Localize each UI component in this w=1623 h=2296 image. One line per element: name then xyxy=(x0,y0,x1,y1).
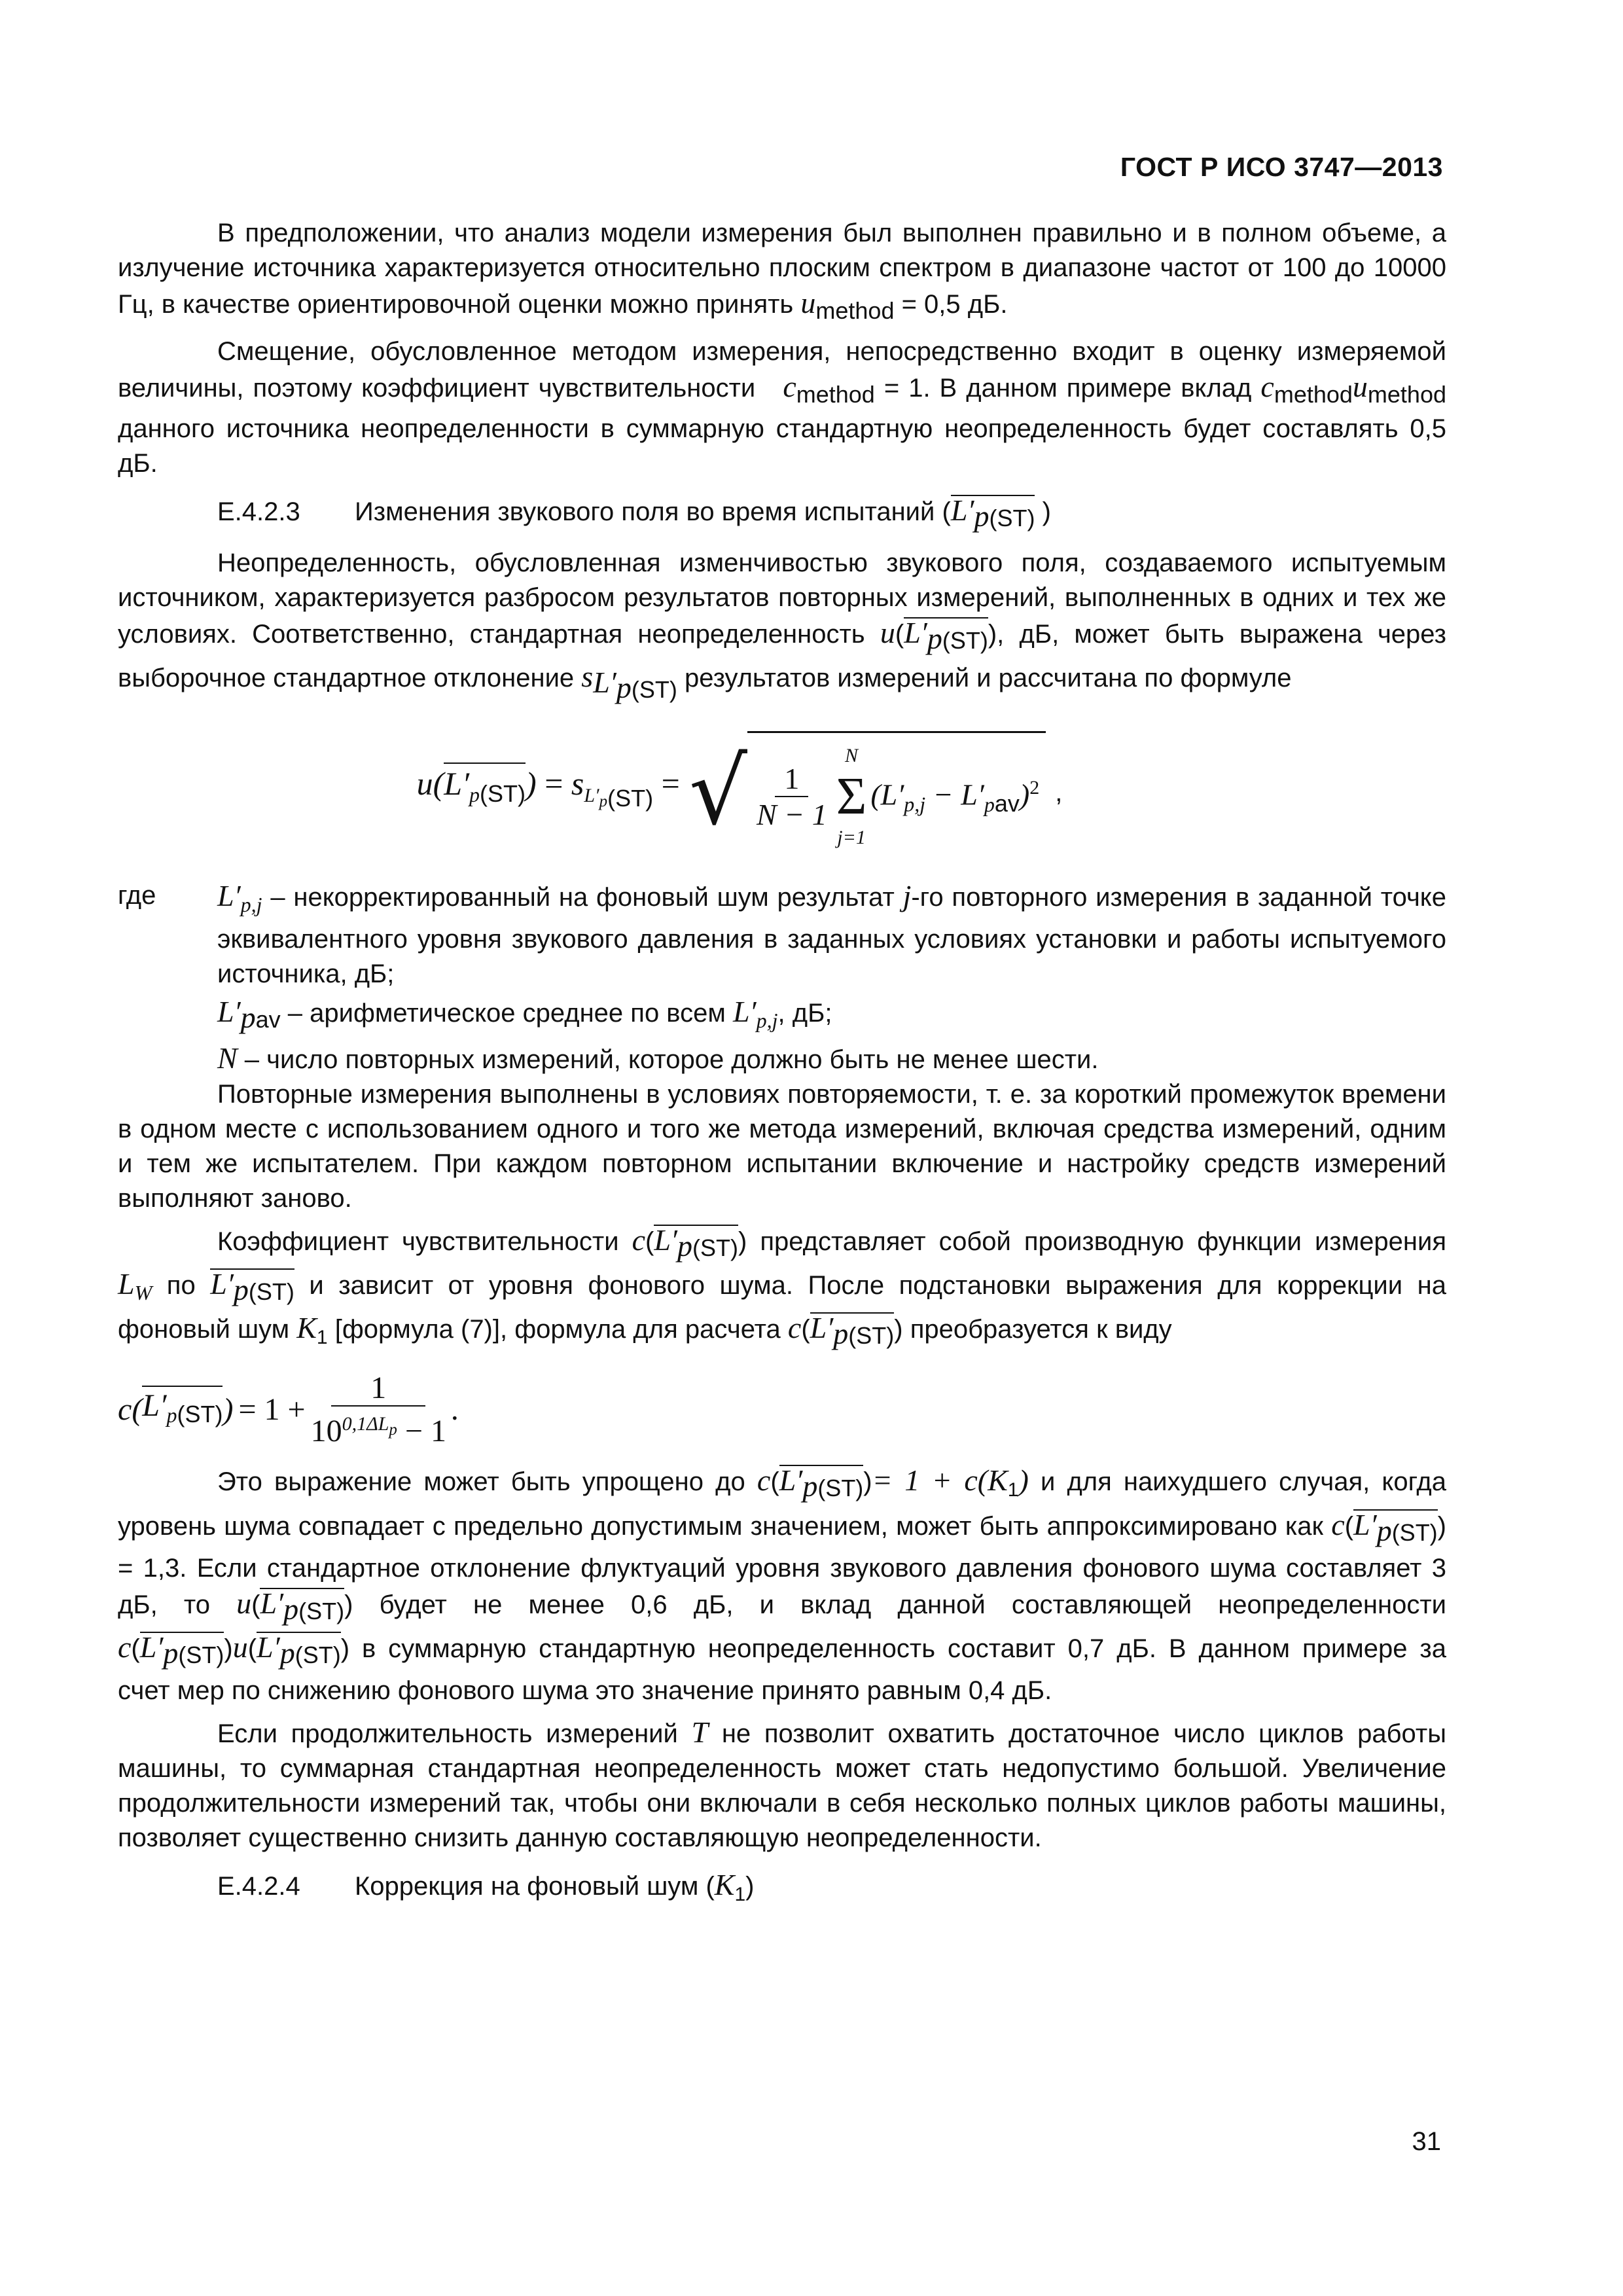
section-heading-e424 xyxy=(217,1867,1446,1912)
formula-comma: , xyxy=(1055,778,1063,807)
math-symbol: L′ xyxy=(904,616,927,649)
paragraph-duration: Если продолжительность измерений T не позволит охватить достаточное число циклов работы машины, то суммарная стандартная неопределенность может стать недопустимо большой. Увеличение продолжительности измерений так, чтобы они включали в себя несколько полных циклов работы машины, позволяет существенно снизить данную составляющую неопределенности. xyxy=(118,1715,1446,1852)
paragraph-text: Смещение, обусловленное методом измерения, непосредственно входит в оценку измеряемой величины, поэтому коэффициент чувствительности xyxy=(118,337,1446,403)
standard-header: ГОСТ Р ИСО 3747—2013 xyxy=(1120,152,1443,182)
math-symbol: u xyxy=(800,286,816,319)
paragraph-simplification: Это выражение может быть упрощено до $c(L'_{p(ST)})= 1 + c(K_1)$ и для наихудшего случая, когда уровень шума совпадает с предельно допустимым значением, может быть аппроксимировано как $c(L'_{p(ST)}) = 1,3$. Если стандартное отклонение флуктуаций уровня звукового давления фонового шума составляет 3 дБ, то $u(L'_{p(ST)})$ будет не менее 0,6 дБ, и вклад данной составляющей неопределенности $c(L'_{p(ST)})u(L'_{p(ST)})$ в суммарную стандартную неопределенность составит 0,7 дБ. В данном примере за счет мер по снижению фонового шума это значение принято равным 0,4 дБ. xyxy=(118,1463,1447,1705)
fraction-denominator: N − 1 xyxy=(757,797,827,831)
math-symbol: L′ xyxy=(950,493,974,527)
section-heading-e423 xyxy=(217,493,1446,537)
sqrt-radical: √ xyxy=(688,739,748,846)
paragraph-sensitivity xyxy=(118,334,1446,481)
math-subscript: method xyxy=(1367,381,1446,408)
math-subscript: method xyxy=(796,381,875,408)
paragraph-text: В предположении, что анализ модели измерения был выполнен правильно и в полном объеме, а излучение источника характеризуется относительно плоским спектром в диапазоне частот от 100 до 10000 Гц, в качестве ориентировочной оценки можно принять xyxy=(118,219,1446,319)
where-label: где xyxy=(118,880,156,910)
math-subscript: 1 xyxy=(734,1883,746,1905)
section-title: Изменения звукового поля во время испытаний ( xyxy=(355,497,951,526)
math-symbol: u xyxy=(880,616,895,649)
paragraph-text: данного источника неопределенности в суммарную стандартную неопределенность будет составлять 0,5 дБ. xyxy=(118,414,1446,478)
section-number: Е.4.2.4 xyxy=(217,1871,300,1901)
overlined-symbol xyxy=(950,493,1035,533)
formula-fraction xyxy=(757,761,827,832)
sum-upper-limit: N xyxy=(845,744,859,766)
definitions-list xyxy=(118,878,1446,1077)
overlined-symbol xyxy=(904,616,988,655)
formula-fraction: $\frac{1}{10^{0,1\Delta L_p} - 1}$ xyxy=(310,1370,446,1448)
paragraph-repeatability: Повторные измерения выполнены в условиях повторяемости, т. е. за короткий промежуток времени в одном месте с использованием одного и того же метода измерений, включая средства измерений, одним и тем же испытателем. При каждом повторном испытании включение и настройку средств измерений выполняют заново. xyxy=(118,1079,1446,1213)
sum-lower-limit: j=1 xyxy=(837,826,866,848)
definition-lpj xyxy=(118,878,1446,992)
paragraph-text: = 0,5 дБ. xyxy=(894,290,1008,319)
formula-sqrt xyxy=(689,731,1046,855)
paragraph-text: = 1. В данном примере вклад xyxy=(874,374,1252,403)
sum-term: $(L'_{p,j} - L'_{pav})^2$ xyxy=(870,777,1040,817)
formula-sensitivity: c ( $L'_{p(ST)}$ ) = 1 + $\frac{1}{10^{0,1\Delta L_p} - 1}$ . xyxy=(118,1370,459,1448)
definition-n: N – число повторных измерений, которое должно быть не менее шести. xyxy=(217,1041,1099,1075)
paragraph-method-bias xyxy=(118,216,1446,328)
math-symbol: s xyxy=(581,660,594,693)
math-subscript: p xyxy=(616,670,632,704)
paragraph-sensitivity-coefficient: Коэффициент чувствительности $c(L'_{p(ST)})$ представляет собой производную функции измерения $L_W$ по $L'_{p(ST)}$ и зависит от уровня фонового шума. После подстановки выражения для коррекции на фоновый шум $K_1$ [формула (7)], формула для расчета $c(L'_{p(ST)})$ преобразуется к виду xyxy=(118,1223,1446,1350)
sum-sign: Σ xyxy=(836,767,867,825)
section-title: ) xyxy=(1042,497,1051,526)
math-symbol: K xyxy=(714,1867,735,1901)
definition-text: $L'_{p,j}$ – некорректированный на фоновый шум результат j-го повторного измерения в заданной точке эквивалентного уровня звукового давления в заданных условиях установки и работы испытуемого источника, дБ; xyxy=(217,878,1446,988)
math-subscript: (ST) xyxy=(989,505,1035,531)
page-content xyxy=(118,216,1446,1921)
math-subscript: (ST) xyxy=(631,675,677,703)
paragraph-text: , дБ, может быть выражена через выборочное стандартное отклонение xyxy=(118,620,1446,692)
paragraph-text: Неопределенность, обусловленная изменчивостью звукового поля, создаваемого испытуемым источником, характеризуется разбросом результатов повторных измерений, выполненных в одних и тех же условиях. Соответственно, стандартная неопределенность xyxy=(118,548,1446,649)
page-number: 31 xyxy=(1412,2127,1441,2156)
sqrt-content xyxy=(747,731,1046,855)
math-subscript: method xyxy=(815,297,895,324)
math-subscript: (ST) xyxy=(942,627,988,654)
formula-lhs: $u(L'_{p(ST)}) = s_{L'_{p(ST)}}$ = xyxy=(417,766,680,819)
math-subscript: p xyxy=(974,499,990,533)
paragraph-text: результатов измерений и рассчитана по формуле xyxy=(677,664,1292,692)
math-subscript: p xyxy=(927,622,942,655)
math-subscript: L′ xyxy=(593,666,616,699)
math-symbol: c xyxy=(783,370,796,403)
math-symbol: u xyxy=(1352,370,1368,403)
section-number: Е.4.2.3 xyxy=(217,497,300,526)
math-subscript: method xyxy=(1274,381,1353,408)
definition-lpav: $L'_{pav}$ – арифметическое среднее по всем $L'_{p,j}$, дБ; xyxy=(217,994,832,1034)
section-title: ) xyxy=(745,1871,755,1901)
math-symbol: c xyxy=(1260,370,1274,403)
formula-standard-deviation xyxy=(314,731,1165,855)
summation xyxy=(836,738,867,855)
section-title: Коррекция на фоновый шум ( xyxy=(355,1871,715,1901)
fraction-numerator: 1 xyxy=(775,761,808,797)
paragraph-sound-field: Неопределенность, обусловленная изменчивостью звукового поля, создаваемого испытуемым источником, характеризуется разбросом результатов повторных измерений, выполненных в одних и тех же условиях. Соответственно, стандартная неопределенность $u(L'_{p(ST)})$, дБ, может быть выражена через выборочное стандартное отклонение $s_{L'_{p(ST)}}$ результатов измерений и рассчитана по формуле xyxy=(118,548,1446,704)
